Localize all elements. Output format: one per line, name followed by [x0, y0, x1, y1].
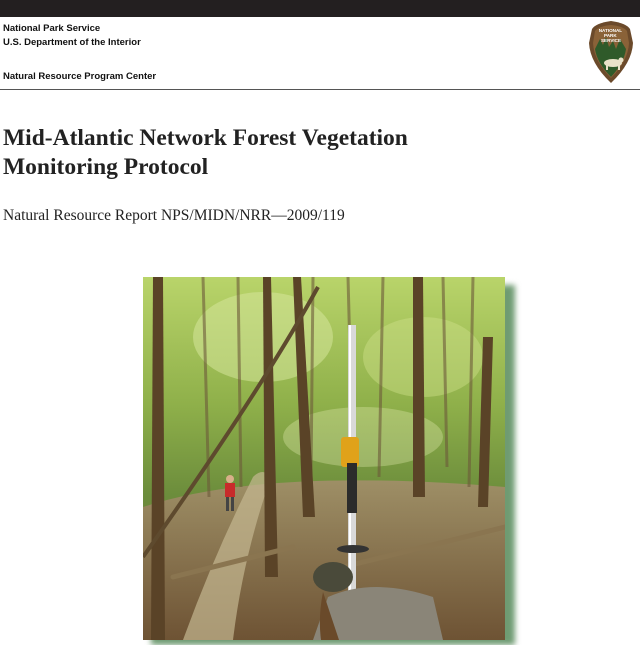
department-name: U.S. Department of the Interior: [3, 37, 141, 48]
forest-survey-photo: [143, 277, 505, 640]
report-number: Natural Resource Report NPS/MIDN/NRR—2009/119: [3, 207, 345, 224]
svg-text:NATIONAL PARK SERV: NATIONAL PARK SERVICE: [598, 28, 623, 43]
program-center: Natural Resource Program Center: [3, 71, 157, 82]
agency-block: [3, 22, 141, 50]
nps-arrowhead-icon: [586, 19, 636, 85]
header-divider: [0, 89, 640, 90]
top-bar: [0, 0, 640, 17]
agency-name: National Park Service: [3, 23, 101, 34]
report-title: Mid-Atlantic Network Forest Vegetation Monitoring Protocol: [3, 125, 408, 180]
